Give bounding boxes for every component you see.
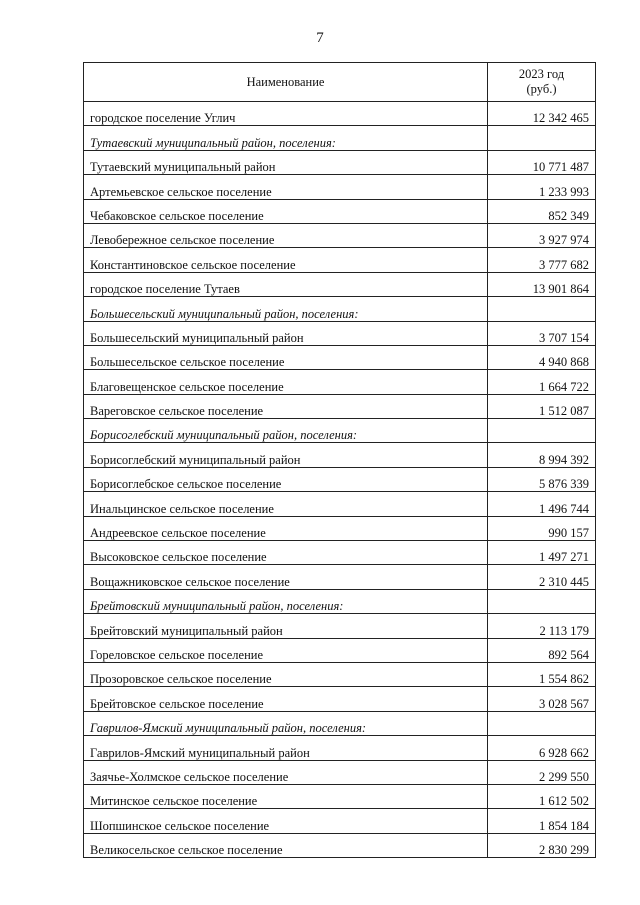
row-name: Борисоглебское сельское поселение <box>84 467 488 491</box>
row-value: 1 497 271 <box>488 541 596 565</box>
table-group-row <box>84 297 596 321</box>
table-row <box>84 248 596 272</box>
row-name: Чебаковское сельское поселение <box>84 199 488 223</box>
table-row <box>84 199 596 223</box>
table-row <box>84 565 596 589</box>
table-row <box>84 760 596 784</box>
table-row <box>84 467 596 491</box>
row-value: 3 028 567 <box>488 687 596 711</box>
row-name: Брейтовский муниципальный район <box>84 614 488 638</box>
row-value: 10 771 487 <box>488 150 596 174</box>
table-row <box>84 394 596 418</box>
table-row <box>84 541 596 565</box>
row-value <box>488 126 596 150</box>
row-name: Большесельский муниципальный район <box>84 321 488 345</box>
row-name: Прозоровское сельское поселение <box>84 662 488 686</box>
row-name: Брейтовское сельское поселение <box>84 687 488 711</box>
table-row <box>84 272 596 296</box>
table-row <box>84 492 596 516</box>
row-value: 3 707 154 <box>488 321 596 345</box>
group-title: Брейтовский муниципальный район, поселения: <box>84 589 488 613</box>
row-name: Шопшинское сельское поселение <box>84 809 488 833</box>
budget-table <box>83 62 596 858</box>
row-value: 1 612 502 <box>488 784 596 808</box>
row-name: Высоковское сельское поселение <box>84 541 488 565</box>
table-group-row <box>84 589 596 613</box>
row-name: Левобережное сельское поселение <box>84 223 488 247</box>
table-row <box>84 833 596 857</box>
row-value: 8 994 392 <box>488 443 596 467</box>
row-name: Тутаевский муниципальный район <box>84 150 488 174</box>
table-row <box>84 443 596 467</box>
table-row <box>84 102 596 126</box>
row-name: Константиновское сельское поселение <box>84 248 488 272</box>
row-value <box>488 589 596 613</box>
row-value: 990 157 <box>488 516 596 540</box>
row-name: городское поселение Тутаев <box>84 272 488 296</box>
row-value: 1 554 862 <box>488 662 596 686</box>
row-name: Артемьевское сельское поселение <box>84 175 488 199</box>
row-value: 3 927 974 <box>488 223 596 247</box>
row-value: 2 299 550 <box>488 760 596 784</box>
row-value: 2 830 299 <box>488 833 596 857</box>
table-row <box>84 175 596 199</box>
row-value: 3 777 682 <box>488 248 596 272</box>
table-row <box>84 736 596 760</box>
row-value <box>488 297 596 321</box>
table-row <box>84 516 596 540</box>
table-row <box>84 321 596 345</box>
table-row <box>84 150 596 174</box>
header-unit-label: (руб.) <box>526 82 557 96</box>
table-group-row <box>84 419 596 443</box>
row-value: 1 664 722 <box>488 370 596 394</box>
row-name: Митинское сельское поселение <box>84 784 488 808</box>
row-name: Заячье-Холмское сельское поселение <box>84 760 488 784</box>
table-row <box>84 687 596 711</box>
table-body <box>84 102 596 858</box>
table-row <box>84 223 596 247</box>
table-row <box>84 370 596 394</box>
page-number: 7 <box>316 30 324 46</box>
row-name: Благовещенское сельское поселение <box>84 370 488 394</box>
row-value: 1 854 184 <box>488 809 596 833</box>
table-group-row <box>84 126 596 150</box>
row-name: городское поселение Углич <box>84 102 488 126</box>
row-name: Андреевское сельское поселение <box>84 516 488 540</box>
row-value <box>488 419 596 443</box>
header-year <box>488 63 596 102</box>
row-value: 1 496 744 <box>488 492 596 516</box>
header-year-label: 2023 год <box>518 67 565 81</box>
row-name: Гаврилов-Ямский муниципальный район <box>84 736 488 760</box>
table-row <box>84 809 596 833</box>
table-row <box>84 784 596 808</box>
row-value: 2 310 445 <box>488 565 596 589</box>
row-value: 852 349 <box>488 199 596 223</box>
row-name: Инальцинское сельское поселение <box>84 492 488 516</box>
row-value: 1 233 993 <box>488 175 596 199</box>
row-value <box>488 711 596 735</box>
row-value: 6 928 662 <box>488 736 596 760</box>
table-row <box>84 345 596 369</box>
group-title: Тутаевский муниципальный район, поселения: <box>84 126 488 150</box>
row-name: Борисоглебский муниципальный район <box>84 443 488 467</box>
group-title: Гаврилов-Ямский муниципальный район, поселения: <box>84 711 488 735</box>
header-name: Наименование <box>84 63 488 102</box>
table-row <box>84 662 596 686</box>
row-value: 5 876 339 <box>488 467 596 491</box>
table-group-row <box>84 711 596 735</box>
row-name: Вареговское сельское поселение <box>84 394 488 418</box>
row-name: Великосельское сельское поселение <box>84 833 488 857</box>
row-value: 892 564 <box>488 638 596 662</box>
table-row <box>84 638 596 662</box>
group-title: Большесельский муниципальный район, поселения: <box>84 297 488 321</box>
table-header-row <box>84 63 596 102</box>
row-value: 1 512 087 <box>488 394 596 418</box>
table-row <box>84 614 596 638</box>
row-value: 12 342 465 <box>488 102 596 126</box>
row-value: 13 901 864 <box>488 272 596 296</box>
row-name: Большесельское сельское поселение <box>84 345 488 369</box>
row-value: 4 940 868 <box>488 345 596 369</box>
row-name: Вощажниковское сельское поселение <box>84 565 488 589</box>
group-title: Борисоглебский муниципальный район, поселения: <box>84 419 488 443</box>
row-value: 2 113 179 <box>488 614 596 638</box>
row-name: Гореловское сельское поселение <box>84 638 488 662</box>
